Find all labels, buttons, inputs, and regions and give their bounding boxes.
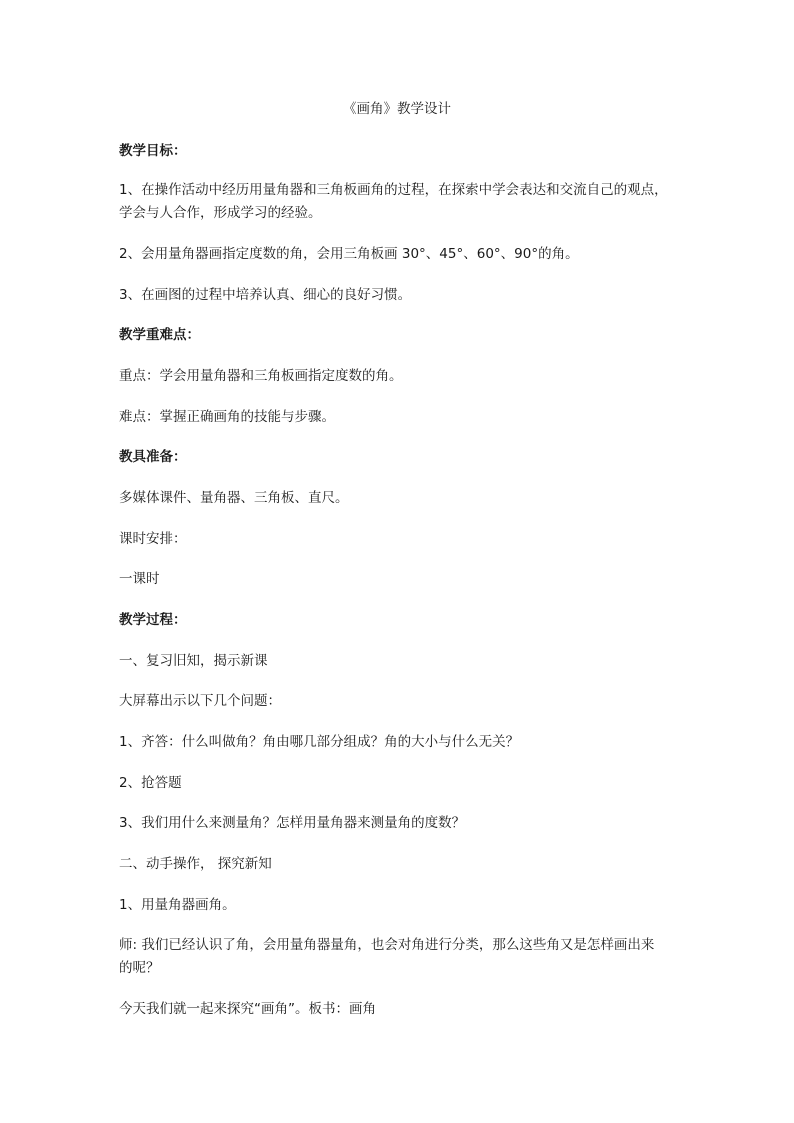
heading-teaching-aids: 教具准备： — [119, 449, 187, 465]
objective-1-line-1: 1、在操作活动中经历用量角器和三角板画角的过程，在探索中学会表达和交流自己的观点， — [119, 182, 668, 198]
process-section-2: 二、动手操作， 探究新知 — [119, 856, 272, 872]
objective-1-line-2: 学会与人合作，形成学习的经验。 — [119, 205, 322, 221]
heading-key-difficult-points: 教学重难点： — [119, 327, 200, 343]
objective-3: 3、在画图的过程中培养认真、细心的良好习惯。 — [119, 287, 412, 303]
teacher-remark-line-2: 的呢？ — [119, 960, 160, 976]
today-explore-line: 今天我们就一起来探究“画角”。板书：画角 — [119, 1001, 376, 1017]
heading-teaching-process: 教学过程： — [119, 612, 187, 628]
screen-questions-intro: 大屏幕出示以下几个问题： — [119, 693, 281, 709]
question-2: 2、抢答题 — [119, 775, 182, 791]
key-point: 重点：学会用量角器和三角板画指定度数的角。 — [119, 368, 403, 384]
teaching-aids-list: 多媒体课件、量角器、三角板、直尺。 — [119, 490, 349, 506]
step-1-heading: 1、用量角器画角。 — [119, 897, 236, 913]
question-1: 1、齐答：什么叫做角？角由哪几部分组成？角的大小与什么无关？ — [119, 734, 520, 750]
class-schedule-value: 一课时 — [119, 571, 160, 587]
objective-2: 2、会用量角器画指定度数的角，会用三角板画 30°、45°、60°、90°的角。 — [119, 246, 579, 262]
document-title: 《画角》教学设计 — [343, 101, 451, 117]
heading-teaching-objectives: 教学目标： — [119, 143, 187, 159]
process-section-1: 一、复习旧知，揭示新课 — [119, 653, 268, 669]
difficult-point: 难点：掌握正确画角的技能与步骤。 — [119, 409, 335, 425]
teacher-remark-line-1: 师: 我们已经认识了角，会用量角器量角，也会对角进行分类，那么这些角又是怎样画出来 — [119, 937, 655, 953]
question-3: 3、我们用什么来测量角？怎样用量角器来测量角的度数？ — [119, 815, 466, 831]
heading-class-schedule: 课时安排： — [119, 531, 187, 547]
